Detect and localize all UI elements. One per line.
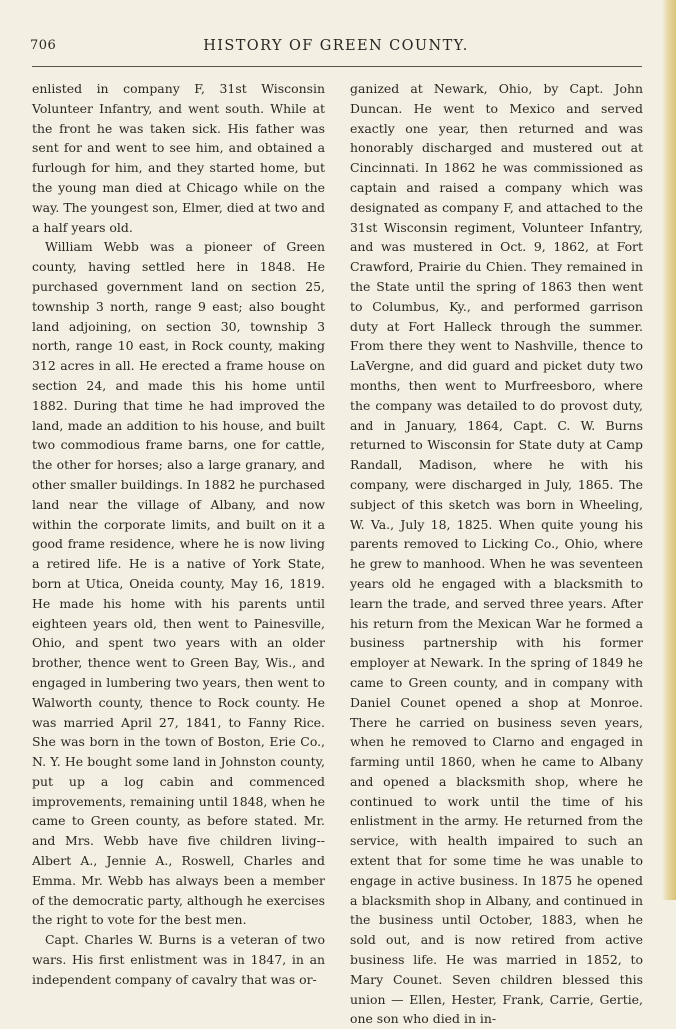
page-header (30, 38, 642, 60)
right-column (350, 79, 643, 1029)
running-head: HISTORY OF GREEN COUNTY. (203, 38, 469, 54)
header-rule (32, 66, 642, 67)
paragraph-continuation: enlisted in company F, 31st Wisconsin Volunteer Infantry, and went south. While at the front he was taken sick. His father was sent for and went to see him, and obtained a furlough for him, and they started home, but the young man died at Chicago while on the way. The youngest son, Elmer, died at two and a half years old. (32, 81, 325, 235)
page-number: 706 (30, 38, 57, 53)
paragraph-charles-burns-continued: ganized at Newark, Ohio, by Capt. John Duncan. He went to Mexico and served exactly one year, then returned and was honorably discharged and mustered out at Cincinnati. In 1862 he was commissioned as captain and raised a company which was designated as company F, and attached to the 31st Wisconsin regiment, Volunteer Infantry, and was mustered in Oct. 9, 1862, at Fort Crawford, Prairie du Chien. They remained in the State until the spring of 1863 then went to Columbus, Ky., and performed garrison duty at Fort Halleck through the summer. From there they went to Nashville, thence to LaVergne, and did guard and picket duty two months, then went to Murfreesboro, where the company was detailed to do provost duty, and in January, 1864, Capt. C. W. Burns returned to Wisconsin for State duty at Camp Randall, Madison, where he with his company, were discharged in July, 1865. The subject of this sketch was born in Wheeling, W. Va., July 18, 1825. When quite young his parents removed to Licking Co., Ohio, where he grew to manhood. When he was seventeen years old he engaged with a blacksmith to learn the trade, and served three years. After his return from the Mexican War he formed a business partnership with his former employer at Newark. In the spring of 1849 he came to Green county, and in company with Daniel Counet opened a shop at Monroe. There he carried on business seven years, when he removed to Clarno and engaged in farming until 1860, when he came to Albany and opened a blacksmith shop, where he continued to work until the time of his enlistment in the army. He returned from the service, with health impaired to such an extent that for some time he was unable to engage in active business. In 1875 he opened a blacksmith shop in Albany, and continued in the business until October, 1883, when he sold out, and is now retired from active business life. He was married in 1852, to Mary Counet. Seven children blessed this union — Ellen, Hester, Frank, Carrie, Gertie, one son who died in in- (350, 81, 643, 1027)
paragraph-william-webb: William Webb was a pioneer of Green county, having settled here in 1848. He purchased government land on section 25, township 3 north, range 9 east; also bought land adjoining, on section 30, township 3 north, range 10 east, in Rock county, making 312 acres in all. He erected a frame house on section 24, and made this his home until 1882. During that time he had improved the land, made an addition to his house, and built two commodious frame barns, one for cattle, the other for horses; also a large granary, and other smaller buildings. In 1882 he purchased land near the village of Albany, and now within the corporate limits, and built on it a good frame residence, where he is now living a retired life. He is a native of York State, born at Utica, Oneida county, May 16, 1819. He made his home with his parents until eighteen years old, then went to Painesville, Ohio, and spent two years with an older brother, thence went to Green Bay, Wis., and engaged in lumbering two years, then went to Walworth county, thence to Rock county. He was married April 27, 1841, to Fanny Rice. She was born in the town of Boston, Erie Co., N. Y. He bought some land in Johnston county, put up a log cabin and commenced improvements, remaining until 1848, when he came to Green county, as before stated. Mr. and Mrs. Webb have five children living--Albert A., Jennie A., Roswell, Charles and Emma. Mr. Webb has always been a member of the democratic party, although he exercises the right to vote for the best men. (32, 239, 325, 928)
left-column (32, 79, 325, 990)
page-edge-shadow (662, 0, 676, 900)
paragraph-charles-burns: Capt. Charles W. Burns is a veteran of two wars. His first enlistment was in 1847, in an independent company of cavalry that was or- (32, 932, 325, 987)
